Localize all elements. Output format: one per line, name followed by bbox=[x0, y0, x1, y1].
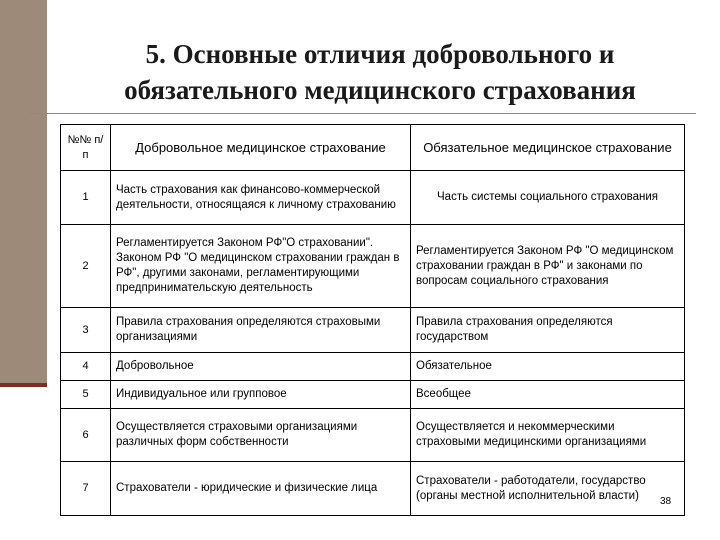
table-row bbox=[61, 462, 685, 516]
row-mandatory: Часть системы социального страхования bbox=[411, 171, 685, 225]
title-divider bbox=[30, 113, 696, 114]
page-number: 38 bbox=[660, 496, 672, 507]
header-num: №№ п/п bbox=[61, 125, 111, 171]
table-row bbox=[61, 353, 685, 381]
row-voluntary: Добровольное bbox=[111, 353, 411, 381]
row-num: 7 bbox=[61, 462, 111, 516]
row-voluntary: Правила страхования определяются страховыми организациями bbox=[111, 308, 411, 353]
row-mandatory: Страхователи - работодатели, государство (органы местной исполнительной власти) bbox=[411, 462, 685, 516]
table-row bbox=[61, 171, 685, 225]
row-num: 6 bbox=[61, 409, 111, 462]
row-num: 4 bbox=[61, 353, 111, 381]
left-accent-bar-cap bbox=[0, 383, 47, 387]
row-mandatory: Правила страхования определяются государством bbox=[411, 308, 685, 353]
header-voluntary: Добровольное медицинское страхование bbox=[111, 125, 411, 171]
row-mandatory: Регламентируется Законом РФ "О медицинском страховании граждан в РФ" и законами по вопросам социального страхования bbox=[411, 225, 685, 308]
row-voluntary: Страхователи - юридические и физические лица bbox=[111, 462, 411, 516]
table-row bbox=[61, 308, 685, 353]
left-accent-bar bbox=[0, 0, 47, 385]
slide-title: 5. Основные отличия добровольного и обязательного медицинского страхования bbox=[124, 39, 636, 105]
row-num: 1 bbox=[61, 171, 111, 225]
row-mandatory: Всеобщее bbox=[411, 381, 685, 409]
row-mandatory: Осуществляется и некоммерческими страховыми медицинскими организациями bbox=[411, 409, 685, 462]
comparison-table bbox=[60, 124, 685, 516]
row-mandatory: Обязательное bbox=[411, 353, 685, 381]
row-voluntary: Регламентируется Законом РФ"О страховании". Законом РФ "О медицинском страховании граждан в РФ", другими законами, регламентирующими предпринимательскую деятельность bbox=[111, 225, 411, 308]
table-row bbox=[61, 225, 685, 308]
row-num: 2 bbox=[61, 225, 111, 308]
table-row bbox=[61, 409, 685, 462]
table-row bbox=[61, 381, 685, 409]
table-header-row bbox=[61, 125, 685, 171]
row-voluntary: Часть страхования как финансово-коммерческой деятельности, относящаяся к личному страхованию bbox=[111, 171, 411, 225]
row-voluntary: Индивидуальное или групповое bbox=[111, 381, 411, 409]
row-num: 5 bbox=[61, 381, 111, 409]
row-num: 3 bbox=[61, 308, 111, 353]
row-voluntary: Осуществляется страховыми организациями различных форм собственности bbox=[111, 409, 411, 462]
header-mandatory: Обязательное медицинское страхование bbox=[411, 125, 685, 171]
